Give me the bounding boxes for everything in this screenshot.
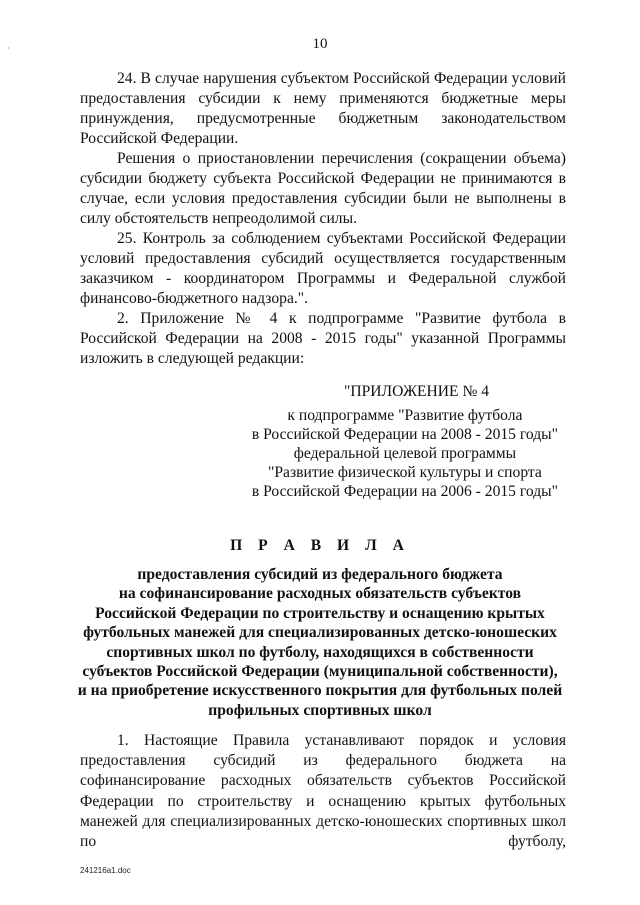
appendix-header — [251, 382, 610, 500]
rules-subtitle-line: спортивных школ по футболу, находящихся в собственности — [106, 643, 534, 661]
rules-subtitle-line: и на приобретение искусственного покрытия для футбольных полей — [77, 682, 563, 700]
rules-title: П Р А В И Л А — [230, 537, 410, 554]
appendix-title: "ПРИЛОЖЕНИЕ № 4 — [344, 383, 490, 400]
paragraph-decisions: Решения о приостановлении перечисления (сокращении объема) субсидии бюджету субъекта Российской Федерации не принимаются в случае, если условия предоставления субсидии были не выполнены в силу обстоятельств непреодолимой силы. — [80, 150, 566, 227]
paragraph-25: 25. Контроль за соблюдением субъектами Российской Федерации условий предоставления субсидий осуществляется государственным заказчиком - координатором Программы и Федеральной службой финансово-бюджетного надзора.". — [80, 230, 566, 307]
appendix-line: к подпрограмме "Развитие футбола — [287, 407, 523, 424]
rules-subtitle-line: футбольных манежей для специализированных детско-юношеских — [83, 624, 557, 642]
appendix-line: в Российской Федерации на 2008 - 2015 годы" — [251, 426, 558, 443]
rules-subtitle-line: на софинансирование расходных обязательств субъектов — [118, 585, 522, 603]
rules-subtitle-line: профильных спортивных школ — [208, 701, 432, 719]
rules-subtitle-line: предоставления субсидий из федерального бюджета — [137, 566, 503, 583]
rules-subtitle — [60, 565, 580, 720]
page-number: 10 — [312, 36, 328, 52]
margin-mark: · — [7, 44, 10, 53]
document-filename: 241216a1.doc — [80, 866, 131, 875]
paragraph-24: 24. В случае нарушения субъектом Российской Федерации условий предоставления субсидии к нему применяются бюджетные меры принуждения, предусмотренные бюджетным законодательством Российской Федерации. — [80, 70, 566, 147]
appendix-line: федеральной целевой программы — [293, 445, 517, 462]
body-text — [80, 69, 566, 369]
rules-body — [80, 731, 566, 852]
rules-subtitle-line: Российской Федерации по строительству и оснащению крытых — [95, 604, 545, 622]
paragraph-appendix-amendment: 2. Приложение № 4 к подпрограмме "Развитие футбола в Российской Федерации на 2008 - 2015 годы" указанной Программы изложить в следующей редакции: — [80, 310, 566, 367]
appendix-line: в Российской Федерации на 2006 - 2015 годы" — [251, 483, 558, 500]
appendix-reference — [252, 406, 558, 501]
rules-subtitle-line: субъектов Российской Федерации (муниципальной собственности), — [82, 663, 558, 681]
rules-paragraph-1: 1. Настоящие Правила устанавливают порядок и условия предоставления субсидий из федерального бюджета на софинансирование расходных обязательств субъектов Российской Федерации по строительству и оснащению крытых футбольных манежей для специализированных детско-юношеских спортивных школ по футболу, — [80, 732, 566, 851]
appendix-line: "Развитие физической культуры и спорта — [268, 464, 542, 481]
